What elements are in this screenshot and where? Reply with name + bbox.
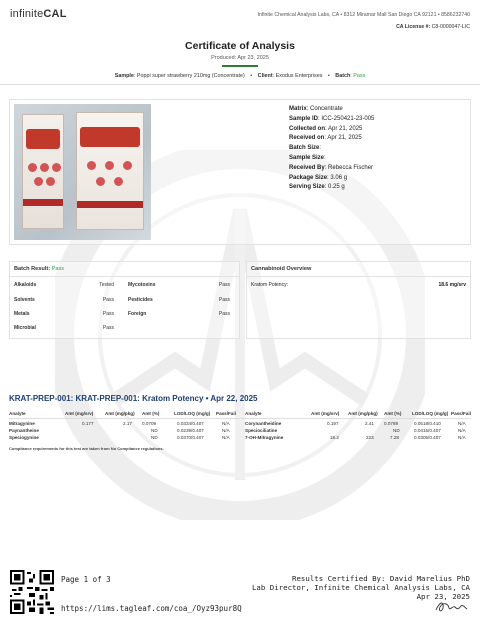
package-back-icon bbox=[76, 112, 144, 230]
sample-info-row: Serving Size: 0.25 g bbox=[289, 184, 345, 191]
package-front-icon bbox=[22, 114, 64, 229]
table-row: Paynantheine ND 0.0239/0.407 N/A Speciociliatine ND 0.0415/0.407 N/A bbox=[9, 428, 466, 433]
lab-address: Infinite Chemical Analysis Labs, CA • 8312 Miramar Mall San Diego CA 92121 • 8586232740 bbox=[257, 12, 470, 18]
sample-info-row: Batch Size: bbox=[289, 145, 322, 152]
batch-status: Pass bbox=[353, 73, 366, 79]
potency-section-title: KRAT-PREP-001: KRAT-PREP-001: Kratom Potency • Apr 22, 2025 bbox=[9, 394, 258, 403]
certification-block bbox=[252, 574, 470, 601]
sample-info-row: Collected on: Apr 21, 2025 bbox=[289, 125, 363, 132]
header-divider bbox=[0, 84, 480, 85]
table-row: Speciogynine ND 0.0370/0.407 N/A 7-OH-Mitragynine 18.2 223 7.28 0.0305/0.407 N/A bbox=[9, 435, 466, 440]
lab-logo: infiniteCAL bbox=[10, 8, 67, 20]
page-title: Certificate of Analysis bbox=[185, 40, 295, 52]
sample-info-row: Received By: Rebecca Fischer bbox=[289, 164, 374, 171]
cannabinoid-overview-card: Cannabinoid Overview Kratom Potency: 18.6 mg/srv bbox=[246, 261, 471, 339]
sample-info-list bbox=[289, 105, 374, 193]
signature-icon bbox=[434, 599, 468, 614]
title-divider bbox=[222, 65, 258, 67]
certification-date: Apr 23, 2025 bbox=[416, 592, 470, 601]
sample-info-card bbox=[9, 99, 471, 245]
license-number: CA License #: C8-0000047-LIC bbox=[396, 24, 470, 30]
sample-info-row: Package Size: 3.06 g bbox=[289, 174, 348, 181]
page-header bbox=[0, 0, 480, 35]
table-row: Mitragynine 0.177 2.17 0.0709 0.0334/0.407 N/A Corynantheidine 0.197 2.41 0.0789 0.0518/0.410 N/A bbox=[9, 421, 466, 426]
sample-info-row: Matrix: Concentrate bbox=[289, 106, 343, 112]
table-header: Analyte Amt (mg/srv) Amt (mg/pkg) Amt (%) LOD/LOQ (mg/g) Pass/Fail Analyte Amt (mg/srv) Amt (mg/pkg) Amt (%) LOD/LOQ (mg/g) Pass/Fail bbox=[9, 410, 471, 419]
certified-by: Results Certified By: David Marelius PhD bbox=[292, 574, 470, 583]
page-number: Page 1 of 3 bbox=[61, 575, 111, 584]
batch-result-card: Batch Result: Pass Alkaloids Tested Solvents Pass Metals Pass Microbial Pass Mycotoxins Pass Pesticides Pass Foreign Pass bbox=[9, 261, 240, 339]
sample-summary: Sample: Poppi super strawberry 210mg (Concentrate) • Client: Exodus Enterprises • Batch: Pass bbox=[114, 73, 366, 79]
batch-result-heading: Batch Result: Pass bbox=[14, 266, 65, 272]
sample-info-row: Received on: Apr 21, 2025 bbox=[289, 135, 362, 142]
cannabinoid-overview-heading: Cannabinoid Overview bbox=[251, 266, 312, 272]
sample-info-row: Sample ID: ICC-250421-23-005 bbox=[289, 115, 375, 122]
produced-date: Produced: Apr 23, 2025 bbox=[211, 55, 269, 61]
coa-link[interactable]: https://lims.tagleaf.com/coa_/Oyz93pur8Q bbox=[61, 604, 242, 613]
product-photo bbox=[14, 104, 151, 240]
sample-info-row: Sample Size: bbox=[289, 154, 326, 161]
qr-code-icon[interactable] bbox=[10, 570, 54, 614]
compliance-note: Compliance requirements for this test are taken from No Compliance regulations. bbox=[9, 446, 164, 451]
certifier-role: Lab Director, Infinite Chemical Analysis Labs, CA bbox=[251, 583, 470, 592]
